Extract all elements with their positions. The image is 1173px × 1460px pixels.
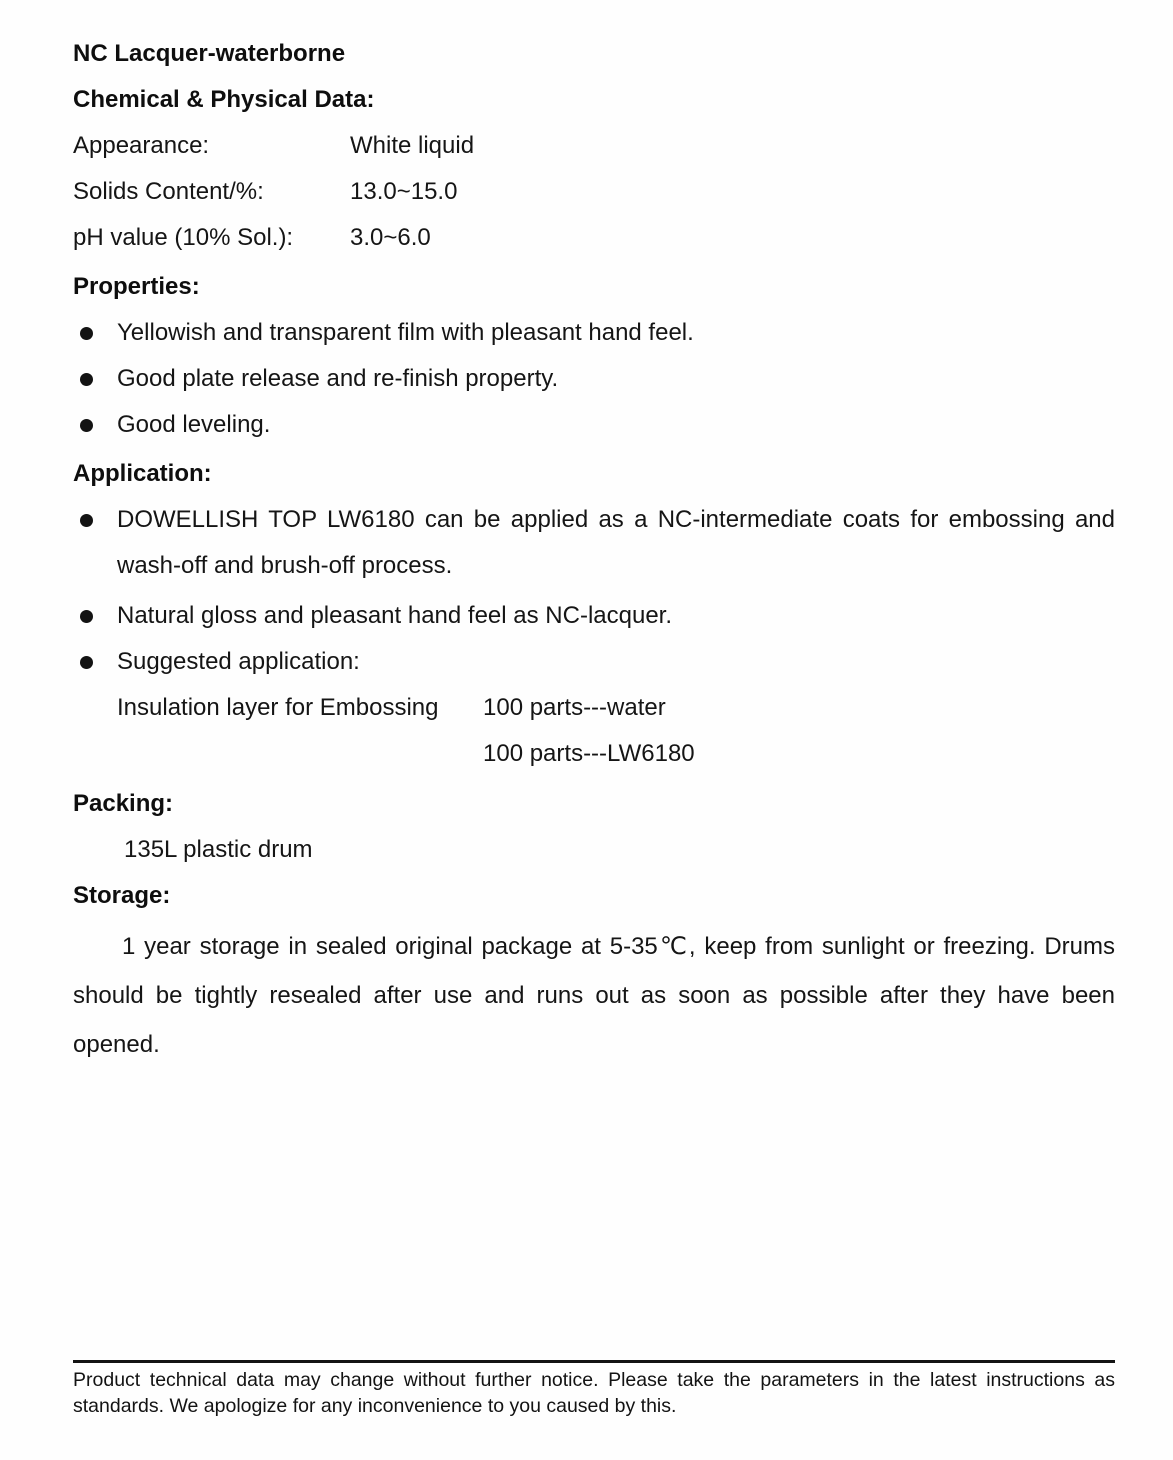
bullet-icon (80, 514, 93, 527)
footer-disclaimer (73, 1360, 1115, 1419)
suggested-application-ratio: 100 parts---LW6180 (483, 740, 695, 767)
data-label: Appearance: (73, 132, 210, 159)
property-bullet (73, 310, 1115, 356)
application-bullet-text: Natural gloss and pleasant hand feel as NC-lacquer. (117, 602, 672, 629)
data-value: White liquid (350, 132, 475, 159)
bullet-icon (80, 610, 93, 623)
bullet-icon (80, 419, 93, 432)
suggested-application-row (73, 685, 1115, 731)
data-row-appearance (73, 123, 1115, 169)
application-heading: Application: (73, 460, 212, 487)
document-title: NC Lacquer-waterborne (73, 40, 346, 67)
data-value: 13.0~15.0 (350, 178, 458, 205)
document-content (73, 31, 1115, 1069)
data-label: Solids Content/%: (73, 178, 264, 205)
data-row-solids-content (73, 169, 1115, 215)
suggested-application-ratio: 100 parts---water (483, 694, 666, 721)
property-bullet (73, 402, 1115, 448)
packing-value: 135L plastic drum (124, 836, 313, 863)
suggested-application-use: Insulation layer for Embossing (117, 694, 439, 721)
application-bullet-text: DOWELLISH TOP LW6180 can be applied as a NC-intermediate coats for embossing and wash-off and brush-off process. (117, 506, 1115, 579)
footer-disclaimer-text: Product technical data may change without further notice. Please take the parameters in the latest instructions as standards. We apologize for any inconvenience to you caused by this. (73, 1369, 1115, 1417)
property-bullet-text: Good plate release and re-finish property. (117, 365, 559, 392)
data-value: 3.0~6.0 (350, 224, 431, 251)
storage-paragraph: 1 year storage in sealed original package at 5-35℃, keep from sunlight or freezing. Drums should be tightly resealed after use and runs out as soon as possible after they have been opened. (73, 933, 1115, 1058)
data-label: pH value (10% Sol.): (73, 224, 294, 251)
chemical-data-heading: Chemical & Physical Data: (73, 86, 375, 113)
packing-heading: Packing: (73, 790, 174, 817)
application-bullet-text: Suggested application: (117, 648, 360, 675)
property-bullet-text: Good leveling. (117, 411, 271, 438)
data-row-ph-value (73, 215, 1115, 261)
bullet-icon (80, 327, 93, 340)
application-bullet (73, 497, 1115, 589)
property-bullet-text: Yellowish and transparent film with pleasant hand feel. (117, 319, 694, 346)
application-bullet (73, 593, 1115, 639)
bullet-icon (80, 373, 93, 386)
suggested-application-row (73, 731, 1115, 777)
application-bullet (73, 639, 1115, 685)
storage-heading: Storage: (73, 882, 171, 909)
properties-heading: Properties: (73, 273, 200, 300)
property-bullet (73, 356, 1115, 402)
bullet-icon (80, 656, 93, 669)
